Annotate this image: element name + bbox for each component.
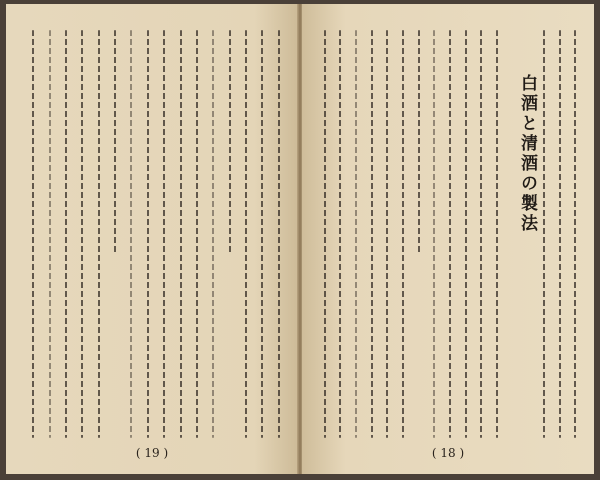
text-column-line [559,30,561,438]
page-number-right: ( 18 ) [431,446,465,460]
right-page [302,4,594,474]
text-column-line [49,30,51,438]
text-column-line [245,30,247,438]
text-column-line [212,30,214,438]
text-column-line [147,30,149,438]
text-column-line [449,30,451,438]
text-column-line [543,30,545,438]
text-column-line [574,30,576,438]
text-column-line [402,30,404,438]
text-column-line [278,30,280,438]
text-column-line [32,30,34,438]
text-column-line [465,30,467,438]
text-column-line [163,30,165,438]
section-title: 白酒と清酒の製法 [517,74,537,234]
text-column-line [418,30,420,254]
text-column-line [130,30,132,438]
text-column-line [339,30,341,438]
text-column-line [65,30,67,438]
text-column-line [261,30,263,438]
text-column-line [324,30,326,438]
text-column-line [433,30,435,438]
left-page-text-columns [24,30,286,438]
left-page [6,4,298,474]
page-number-left: ( 19 ) [135,446,169,460]
text-column-line [355,30,357,438]
text-column-line [81,30,83,438]
text-column-line [496,30,498,438]
text-column-line [180,30,182,438]
right-page-text-columns [316,30,582,438]
text-column-line [229,30,231,254]
text-column-line [386,30,388,438]
text-column-line [98,30,100,438]
text-column-line [480,30,482,438]
text-column-line [114,30,116,254]
text-column-line [371,30,373,438]
open-book [6,4,594,474]
text-column-line [196,30,198,438]
